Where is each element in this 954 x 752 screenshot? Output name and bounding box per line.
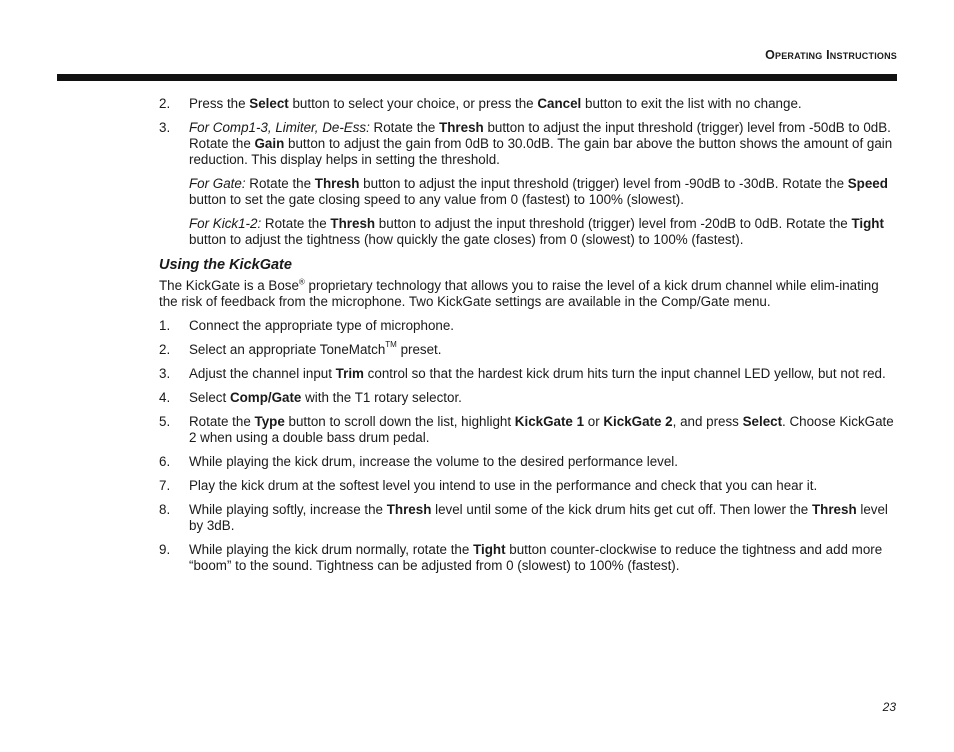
list-number: 1.	[159, 318, 171, 333]
text: The KickGate is a Bose	[159, 278, 299, 293]
text: button to adjust the gain from 0dB to 30.0dB. The gain bar above the button shows the amount of gain reduction. This display helps in setting the threshold.	[189, 136, 893, 167]
list-item	[159, 96, 895, 112]
text: , and press	[672, 414, 743, 429]
button-name: Select	[249, 96, 289, 111]
text: control so that the hardest kick drum hits turn the input channel LED yellow, but not red.	[363, 366, 886, 381]
list-number: 5.	[159, 414, 171, 429]
text: button to adjust the tightness (how quickly the gate closes) from 0 (slowest) to 100% (fastest).	[189, 232, 744, 247]
text: preset.	[396, 342, 442, 357]
text: Select an appropriate ToneMatch	[189, 342, 386, 357]
text: Select	[189, 390, 230, 405]
mode-label: For Comp1-3, Limiter, De-Ess:	[189, 120, 370, 135]
button-name: Thresh	[439, 120, 484, 135]
trademark-mark: TM	[385, 340, 397, 349]
button-name: Gain	[254, 136, 285, 151]
text: button to set the gate closing speed to any value from 0 (fastest) to 100% (slowest).	[189, 192, 684, 207]
page-content	[159, 96, 895, 582]
text: Rotate the	[261, 216, 331, 231]
section-header: Operating Instructions	[765, 48, 897, 62]
list-number: 4.	[159, 390, 171, 405]
text: button to select your choice, or press the	[288, 96, 538, 111]
list-number: 7.	[159, 478, 171, 493]
text: button to adjust the input threshold (trigger) level from -90dB to -30dB. Rotate the	[359, 176, 848, 191]
list-number: 2.	[159, 96, 171, 111]
mode-label: For Gate:	[189, 176, 246, 191]
list-number: 6.	[159, 454, 171, 469]
control-name: Comp/Gate	[229, 390, 302, 405]
header-rule	[57, 74, 897, 81]
text: While playing softly, increase the	[189, 502, 387, 517]
list-item	[159, 502, 895, 534]
list-number: 2.	[159, 342, 171, 357]
text: level until some of the kick drum hits get cut off. Then lower the	[431, 502, 812, 517]
text: button to scroll down the list, highlight	[284, 414, 515, 429]
registered-mark: ®	[298, 277, 305, 287]
text: button to adjust the input threshold (trigger) level from -20dB to 0dB. Rotate the	[375, 216, 852, 231]
list-item	[159, 318, 895, 334]
control-name: Type	[254, 414, 285, 429]
text: Rotate the	[189, 414, 255, 429]
text: Rotate the	[245, 176, 315, 191]
list-item	[159, 414, 895, 446]
list-item	[159, 478, 895, 494]
kick-paragraph	[189, 216, 895, 248]
list-number: 3.	[159, 366, 171, 381]
list-item	[159, 454, 895, 470]
text: or	[584, 414, 604, 429]
text: proprietary technology that allows you to raise the level of a kick drum channel while elim-inating the risk of feedback from the microphone. Two KickGate settings are available in the Comp/Gate menu.	[159, 278, 879, 309]
list-item	[159, 342, 895, 358]
control-name: KickGate 2	[603, 414, 673, 429]
text: button to exit the list with no change.	[581, 96, 802, 111]
control-name: Trim	[335, 366, 364, 381]
button-name: Cancel	[537, 96, 582, 111]
text: level by 3dB.	[189, 502, 888, 533]
text: with the T1 rotary selector.	[301, 390, 462, 405]
text: Rotate the	[369, 120, 440, 135]
button-name: Thresh	[314, 176, 360, 191]
text: button counter-clockwise to reduce the tightness and add more “boom” to the sound. Tightness can be adjusted from 0 (slowest) to 100% (fastest).	[189, 542, 883, 573]
text: Adjust the channel input	[189, 366, 336, 381]
control-name: Select	[742, 414, 783, 429]
list-item	[159, 120, 895, 168]
section-heading: Using the KickGate	[159, 257, 292, 273]
list-number: 9.	[159, 542, 171, 557]
mode-label: For Kick1-2:	[189, 216, 262, 231]
text: Press the	[189, 96, 250, 111]
text: Connect the appropriate type of microphone.	[189, 318, 455, 333]
button-name: Tight	[851, 216, 884, 231]
control-name: Thresh	[386, 502, 432, 517]
page-number: 23	[882, 700, 896, 714]
text: button to adjust the input threshold (trigger) level from -50dB to 0dB. Rotate the	[189, 120, 891, 151]
list-number: 8.	[159, 502, 171, 517]
control-name: Tight	[473, 542, 506, 557]
list-number: 3.	[159, 120, 171, 135]
control-name: KickGate 1	[514, 414, 585, 429]
button-name: Thresh	[330, 216, 376, 231]
list-item	[159, 542, 895, 574]
text: While playing the kick drum normally, rotate the	[189, 542, 474, 557]
text: Play the kick drum at the softest level you intend to use in the performance and check that you can hear it.	[189, 478, 818, 493]
text: While playing the kick drum, increase the volume to the desired performance level.	[189, 454, 678, 469]
button-name: Speed	[847, 176, 888, 191]
gate-paragraph	[189, 176, 895, 208]
text: . Choose KickGate 2 when using a double bass drum pedal.	[189, 414, 894, 445]
list-item	[159, 366, 895, 382]
intro-paragraph	[159, 278, 895, 310]
control-name: Thresh	[811, 502, 857, 517]
list-item	[159, 390, 895, 406]
